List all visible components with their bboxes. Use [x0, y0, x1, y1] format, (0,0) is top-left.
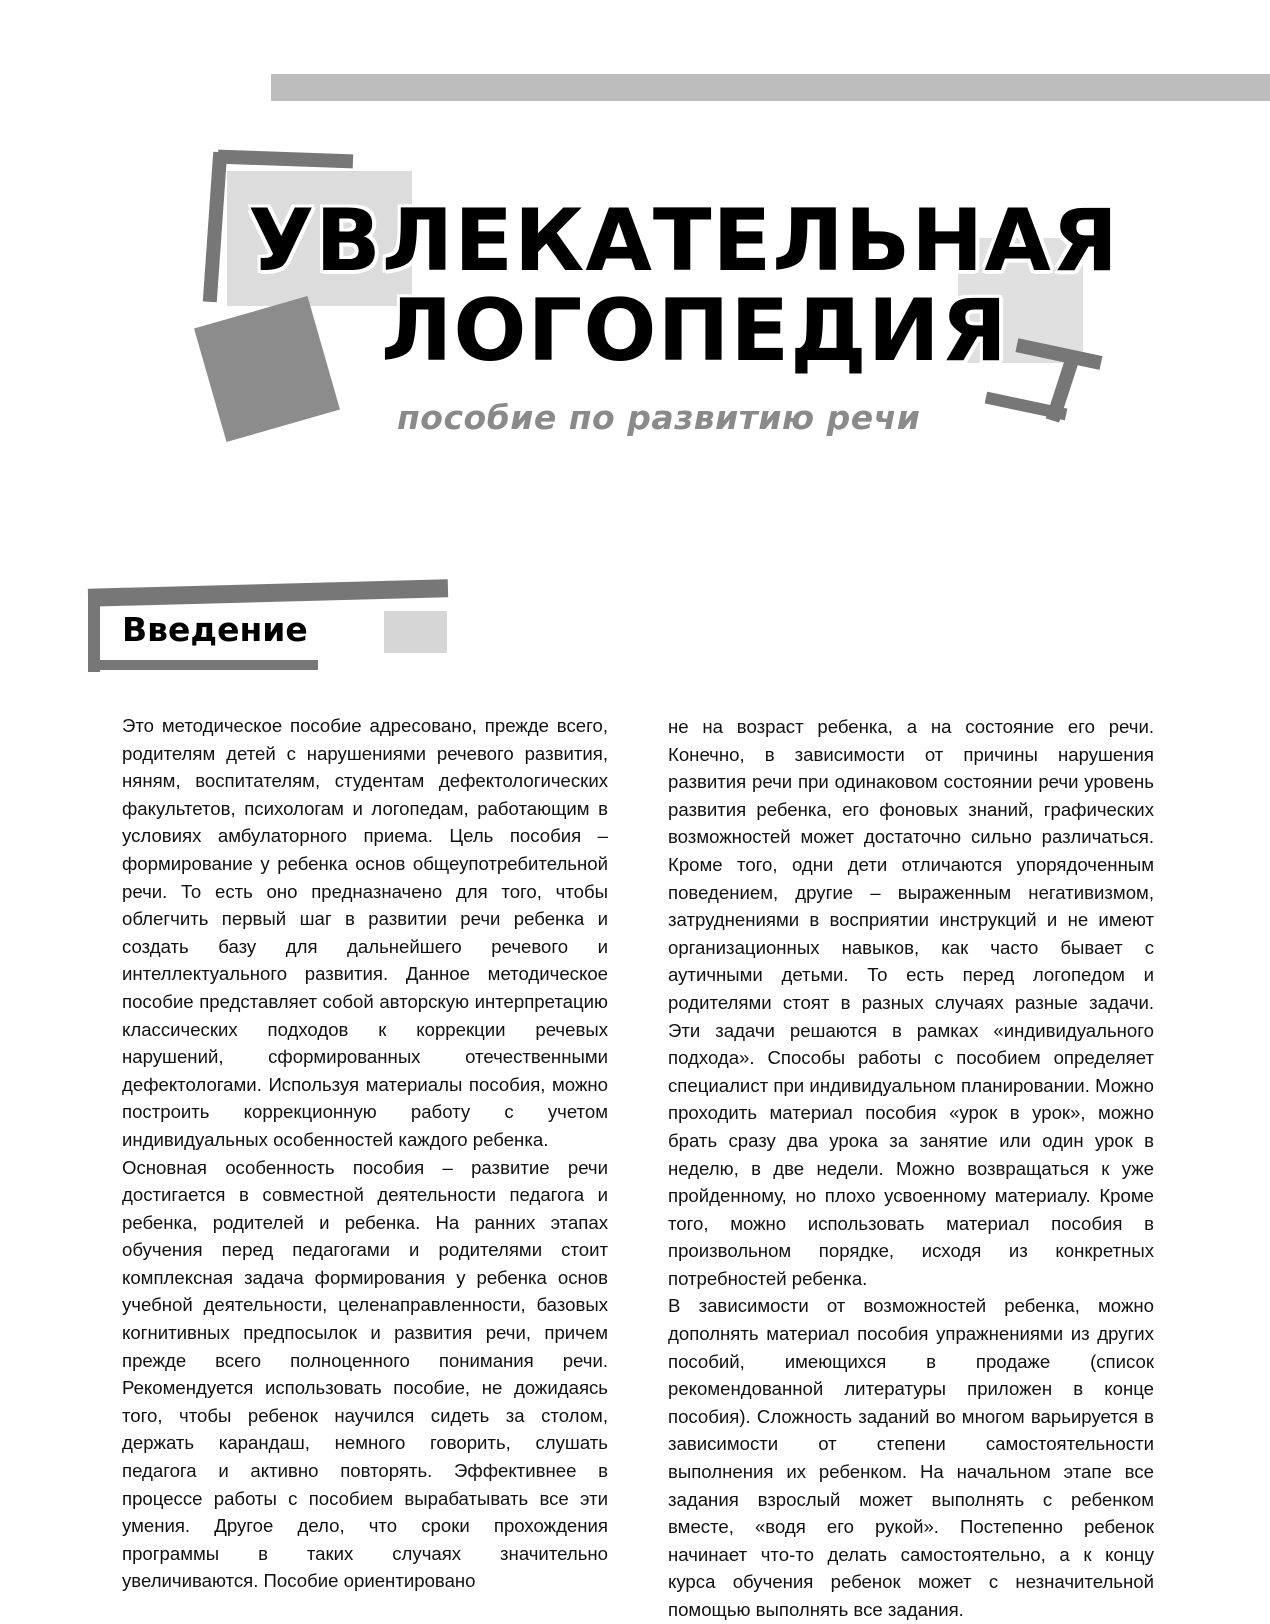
section-heading: Введение: [122, 610, 314, 649]
title-frame-dark-left: [203, 152, 227, 303]
section-frame-bottom: [88, 660, 318, 670]
header-bar: [271, 74, 1270, 101]
title-frame-dark-top: [218, 150, 353, 169]
book-title-line2: ЛОГОПЕДИЯ: [381, 281, 1008, 381]
book-title: [248, 191, 1120, 381]
paragraph: В зависимости от возможностей ребенка, можно дополнять материал пособия упражнениями из других пособий, имеющихся в продаже (список рекомендованной литературы приложен в конце пособия). Сложность заданий во многом варьируется в зависимости от степени самостоятельности выполнения их ребенком. На начальном этапе все задания взрослый может выполнять с ребенком вместе, «водя его рукой». Постепенно ребенок начинает что-то делать самостоятельно, а к концу курса обучения ребенок может с незначительной помощью выполнять все задания.: [668, 1295, 1154, 1620]
paragraph: Это методическое пособие адресовано, прежде всего, родителям детей с нарушениями речевого развития, няням, воспитателям, студентам дефектологических факультетов, психологам и логопедам, работающим в условиях амбулаторного приема. Цель пособия – формирование у ребенка основ общеупотребительной речи. То есть оно предназначено для того, чтобы облегчить первый шаг в развитии речи ребенка и создать базу для дальнейшего речевого и интеллектуального развития. Данное методическое пособие представляет собой авторскую интерпретацию классических подходов к коррекции речевых нарушений, сформированных отечественными дефектологами. Используя материалы пособия, можно построить коррекционную работу с учетом индивидуальных особенностей каждого ребенка.: [122, 715, 608, 1150]
paragraph: не на возраст ребенка, а на состояние его речи. Конечно, в зависимости от причины нарушения развития речи при одинаковом состоянии речи уровень развития ребенка, его фоновых знаний, графических возможностей может достаточно сильно различаться. Кроме того, одни дети отличаются упорядоченным поведением, другие – выраженным негативизмом, затруднениями в восприятии инструкций и не имеют организационных навыков, как часто бывает с аутичными детьми. То есть перед логопедом и родителями стоят в разных случаях разные задачи. Эти задачи решаются в рамках «индивидуального подхода». Способы работы с пособием определяет специалист при индивидуальном планировании. Можно проходить материал пособия «урок в урок», можно брать сразу два урока за занятие или один урок в неделю, в две недели. Можно возвращаться к уже пройденному, но плохо усвоенному материалу. Кроме того, можно использовать материал пособия в произвольном порядке, исходя из конкретных потребностей ребенка.: [668, 716, 1154, 1289]
book-title-line1: УВЛЕКАТЕЛЬНАЯ: [248, 191, 1120, 291]
book-subtitle: пособие по развитию речи: [397, 398, 921, 437]
text-column-left: [122, 712, 608, 1595]
text-column-right: [668, 713, 1154, 1624]
section-square: [384, 611, 447, 653]
paragraph: Основная особенность пособия – развитие речи достигается в совместной деятельности педагога и ребенка, родителей и ребенка. На ранних этапах обучения перед педагогами и родителями стоит комплексная задача формирования у ребенка основ учебной деятельности, целенаправленности, базовых когнитивных предпосылок и развития речи, причем прежде всего полноценного понимания речи. Рекомендуется использовать пособие, не дожидаясь того, чтобы ребенок научился сидеть за столом, держать карандаш, немного говорить, слушать педагога и активно повторять. Эффективнее в процессе работы с пособием вырабатывать все эти умения. Другое дело, что сроки прохождения программы в таких случаях значительно увеличиваются. Пособие ориентировано: [122, 1156, 608, 1592]
section-frame-top: [88, 579, 448, 606]
